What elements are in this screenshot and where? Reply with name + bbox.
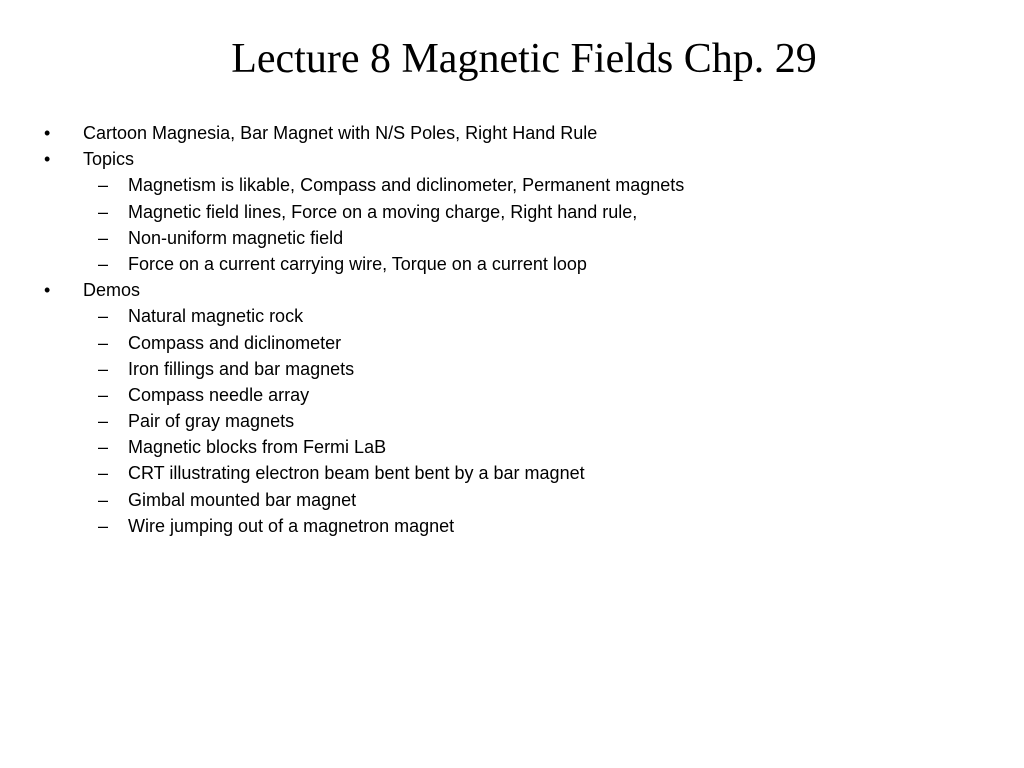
bullet-item-topics <box>44 146 1004 172</box>
dash-marker: – <box>98 515 109 536</box>
bullet-marker: • <box>44 280 51 301</box>
dash-marker: – <box>98 227 109 248</box>
sub-bullet-text: Magnetic blocks from Fermi LaB <box>128 437 387 458</box>
bullet-text: Demos <box>83 280 141 301</box>
sub-bullet-text: Gimbal mounted bar magnet <box>128 489 357 510</box>
sub-bullet-item <box>44 251 1004 277</box>
sub-bullet-item <box>44 408 1004 434</box>
bullet-text: Cartoon Magnesia, Bar Magnet with N/S Poles, Right Hand Rule <box>83 123 598 143</box>
sub-bullet-text: Force on a current carrying wire, Torque on a current loop <box>128 253 587 274</box>
slide-title: Lecture 8 Magnetic Fields Chp. 29 <box>231 36 817 82</box>
bullet-item-demos <box>44 277 1004 303</box>
bullet-marker: • <box>44 123 51 143</box>
sub-bullet-text: Natural magnetic rock <box>128 306 304 327</box>
sub-bullet-text: Compass needle array <box>128 384 310 405</box>
sub-bullet-item <box>44 356 1004 382</box>
sub-bullet-text: Magnetism is likable, Compass and diclinometer, Permanent magnets <box>128 175 685 196</box>
bullet-item <box>44 120 1004 146</box>
sub-bullet-text: Non-uniform magnetic field <box>128 227 344 248</box>
sub-bullet-text: Pair of gray magnets <box>128 411 295 432</box>
dash-marker: – <box>98 489 109 510</box>
sub-bullet-text: Iron fillings and bar magnets <box>128 358 355 379</box>
dash-marker: – <box>98 306 109 327</box>
dash-marker: – <box>98 358 109 379</box>
sub-bullet-item <box>44 330 1004 356</box>
dash-marker: – <box>98 437 109 458</box>
dash-marker: – <box>98 411 109 432</box>
sub-bullet-text: CRT illustrating electron beam bent bent by a bar magnet <box>128 463 585 484</box>
dash-marker: – <box>98 384 109 405</box>
sub-bullet-item <box>44 199 1004 225</box>
sub-bullet-item <box>44 303 1004 329</box>
sub-bullet-item <box>44 513 1004 539</box>
sub-bullet-item <box>44 434 1004 460</box>
dash-marker: – <box>98 175 109 196</box>
bullet-marker: • <box>44 149 51 170</box>
sub-bullet-item <box>44 382 1004 408</box>
dash-marker: – <box>98 253 109 274</box>
sub-bullet-text: Compass and diclinometer <box>128 332 342 353</box>
dash-marker: – <box>98 332 109 353</box>
bullet-list <box>44 120 1004 539</box>
bullet-text: Topics <box>83 149 135 170</box>
sub-bullet-item <box>44 487 1004 513</box>
dash-marker: – <box>98 463 109 484</box>
sub-bullet-item <box>44 172 1004 198</box>
sub-bullet-item <box>44 460 1004 486</box>
dash-marker: – <box>98 201 109 222</box>
sub-bullet-text: Magnetic field lines, Force on a moving charge, Right hand rule, <box>128 201 638 222</box>
sub-bullet-text: Wire jumping out of a magnetron magnet <box>128 515 455 536</box>
sub-bullet-item <box>44 225 1004 251</box>
